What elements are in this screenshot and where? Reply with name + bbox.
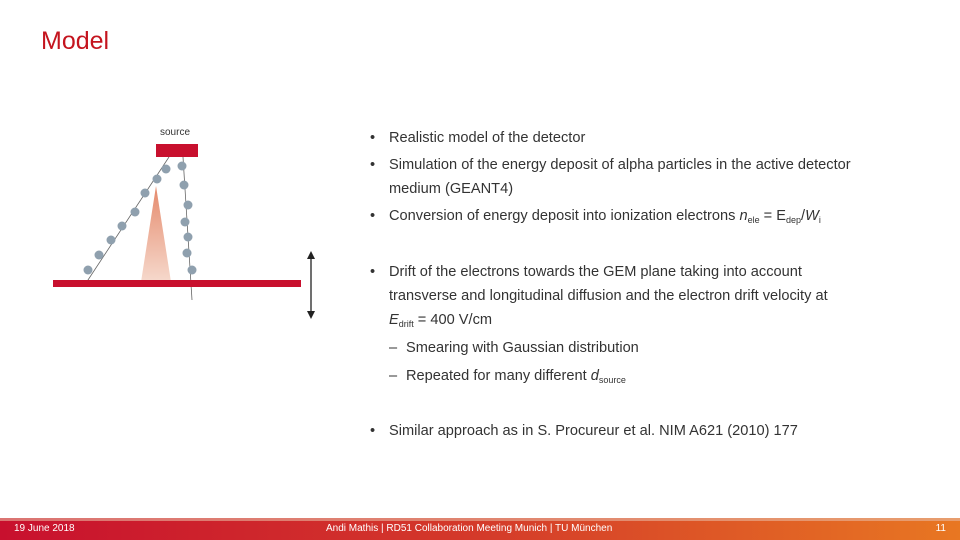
bullet-dot: • <box>370 423 376 439</box>
source-label: source <box>160 127 191 138</box>
footer-date: 19 June 2018 <box>14 523 75 534</box>
footer-presenter-info: Andi Mathis | RD51 Collaboration Meeting Munich | TU München <box>326 523 613 534</box>
bullet-text-line3: $E_{drift} = 400$ V/cm <box>389 312 493 329</box>
gem-plane <box>53 280 301 287</box>
footer-page-number: 11 <box>935 523 946 534</box>
track-line-right <box>183 157 192 300</box>
bullet-text-line1: Drift of the electrons towards the GEM plane taking into account <box>389 264 802 280</box>
sub-bullet-dash: – <box>389 368 398 384</box>
bullet-dot: • <box>370 157 376 173</box>
bullet-dot: • <box>370 130 376 146</box>
bullet-text-line1: Simulation of the energy deposit of alpha particles in the active detector <box>389 157 851 173</box>
sub-bullet-text: Repeated for many different $d_{source}$ <box>406 368 626 385</box>
source-bar <box>156 144 198 157</box>
footer-bar <box>0 518 960 540</box>
bullet-text-line2: transverse and longitudinal diffusion and the electron drift velocity at <box>389 288 828 304</box>
electron-markers-right <box>178 162 197 275</box>
sub-bullet-text: Smearing with Gaussian distribution <box>406 340 639 356</box>
slide-title: Model <box>41 27 110 55</box>
drift-distance-arrow <box>307 251 315 319</box>
sub-bullet-dash: – <box>389 340 398 356</box>
bullet-dot: • <box>370 264 376 280</box>
bullet-text: Realistic model of the detector <box>389 130 586 146</box>
bullet-text: Conversion of energy deposit into ionization electrons $n_{ele} = E_{dep}/W_i$ <box>389 208 821 225</box>
footer-divider <box>0 518 960 521</box>
bullet-dot: • <box>370 208 376 224</box>
bullet-text-line2: medium (GEANT4) <box>389 181 514 197</box>
energy-deposit-cone <box>141 186 171 282</box>
bullet-text: Similar approach as in S. Procureur et al. NIM A621 (2010) 177 <box>389 423 798 439</box>
